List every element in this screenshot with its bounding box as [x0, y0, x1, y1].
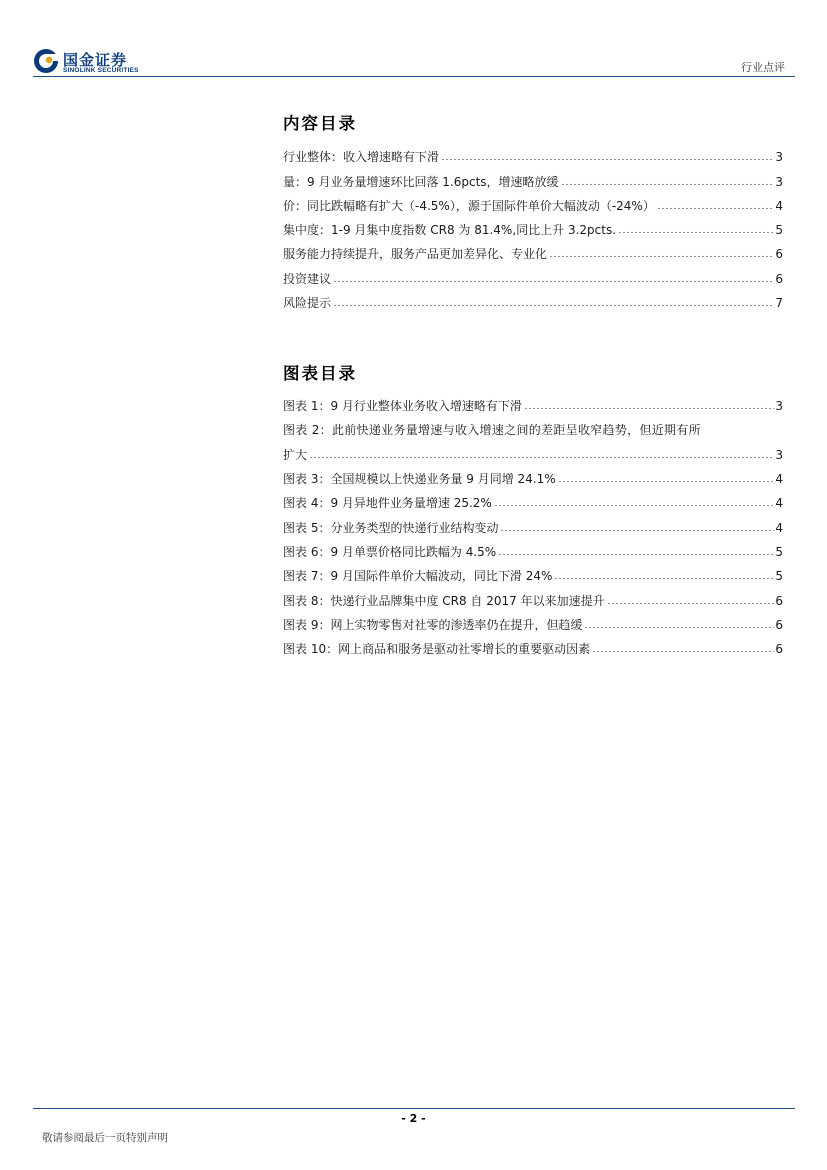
- dot-leader: [333, 304, 774, 307]
- toc-entry-text: 图表 8：快递行业品牌集中度 CR8 自 2017 年以来加速提升: [283, 593, 605, 608]
- toc-entry[interactable]: [283, 286, 783, 310]
- dot-leader: [333, 280, 774, 283]
- dot-leader: [500, 529, 774, 532]
- toc-page-number: 3: [775, 447, 783, 462]
- toc-page-number: 3: [775, 399, 783, 414]
- toc-page-number: 3: [775, 150, 783, 165]
- dot-leader: [607, 602, 775, 605]
- toc-entry[interactable]: [283, 237, 783, 261]
- contents-list: [283, 140, 783, 310]
- figures-list: [283, 389, 783, 656]
- toc-entry[interactable]: [283, 559, 783, 583]
- toc-page-number: 5: [775, 569, 783, 584]
- sinolink-logo-icon: [33, 48, 59, 74]
- toc-page-number: 6: [775, 617, 783, 632]
- toc-entry-text: 图表 7：9 月国际件单价大幅波动，同比下滑 24%: [283, 569, 553, 584]
- toc-entry-text: 图表 6：9 月单票价格同比跌幅为 4.5%: [283, 545, 497, 560]
- toc-entry[interactable]: [283, 535, 783, 559]
- logo-english-name: SINOLINK SECURITIES: [63, 67, 139, 74]
- logo-chinese-name: 国金证券: [63, 51, 128, 69]
- page-number: - 2 -: [401, 1112, 426, 1125]
- toc-page-number: 4: [775, 472, 783, 487]
- toc-page-number: 6: [775, 247, 783, 262]
- toc-entry-text: 图表 3：全国规模以上快递业务量 9 月同增 24.1%: [283, 472, 556, 487]
- dot-leader: [584, 626, 774, 629]
- toc-entry[interactable]: [283, 583, 783, 607]
- toc-entry-text: 服务能力持续提升，服务产品更加差异化、专业化: [283, 247, 548, 262]
- toc-page-number: 7: [775, 296, 783, 311]
- toc-page-number: 5: [775, 223, 783, 238]
- dot-leader: [309, 456, 774, 459]
- footer-disclaimer: 敬请参阅最后一页特别声明: [42, 1132, 168, 1144]
- figures-title: 图表目录: [283, 364, 357, 383]
- toc-entry-text: 风险提示: [283, 296, 332, 311]
- toc-page-number: 5: [775, 545, 783, 560]
- toc-entry[interactable]: [283, 213, 783, 237]
- dot-leader: [554, 577, 774, 580]
- dot-leader: [494, 504, 775, 507]
- toc-entry[interactable]: [283, 462, 783, 486]
- toc-entry-text-line1: 图表 2：此前快递业务量增速与收入增速之间的差距呈收窄趋势，但近期有所: [283, 422, 701, 437]
- toc-page-number: 4: [775, 496, 783, 511]
- toc-entry-text-line2: 扩大: [283, 447, 308, 462]
- footer-divider: [33, 1108, 795, 1109]
- toc-page-number: 6: [775, 593, 783, 608]
- toc-entry-text: 量：9 月业务量增速环比回落 1.6pcts，增速略放缓: [283, 174, 559, 189]
- toc-entry[interactable]: [283, 164, 783, 188]
- toc-entry-text: 图表 4：9 月异地件业务量增速 25.2%: [283, 496, 492, 511]
- dot-leader: [558, 480, 775, 483]
- report-type-label: 行业点评: [741, 61, 785, 74]
- dot-leader: [524, 407, 774, 410]
- page-header: [0, 0, 827, 80]
- toc-entry[interactable]: [283, 389, 783, 413]
- toc-entry-text: 图表 1：9 月行业整体业务收入增速略有下滑: [283, 399, 522, 414]
- toc-page-number: 4: [775, 198, 783, 213]
- toc-entry-text: 行业整体：收入增速略有下滑: [283, 150, 440, 165]
- company-logo: [33, 48, 153, 78]
- toc-entry[interactable]: [283, 510, 783, 534]
- dot-leader: [592, 650, 774, 653]
- toc-entry[interactable]: [283, 608, 783, 632]
- dot-leader: [561, 183, 775, 186]
- toc-entry[interactable]: [283, 140, 783, 164]
- toc-entry[interactable]: [283, 413, 783, 462]
- dot-leader: [498, 553, 774, 556]
- toc-entry-text: 图表 10：网上商品和服务是驱动社零增长的重要驱动因素: [283, 642, 591, 657]
- toc-entry[interactable]: [283, 486, 783, 510]
- toc-page-number: 6: [775, 271, 783, 286]
- contents-title: 内容目录: [283, 114, 357, 133]
- toc-page-number: 4: [775, 520, 783, 535]
- toc-entry[interactable]: [283, 189, 783, 213]
- toc-entry-text: 价：同比跌幅略有扩大（-4.5%），源于国际件单价大幅波动（-24%）: [283, 198, 655, 213]
- header-divider: [33, 76, 795, 77]
- toc-entry-text: 图表 5：分业务类型的快递行业结构变动: [283, 520, 499, 535]
- toc-entry-text: 集中度：1-9 月集中度指数 CR8 为 81.4%,同比上升 3.2pcts.: [283, 223, 617, 238]
- dot-leader: [657, 207, 775, 210]
- toc-page-number: 6: [775, 642, 783, 657]
- dot-leader: [441, 158, 774, 161]
- dot-leader: [549, 255, 774, 258]
- dot-leader: [618, 231, 774, 234]
- toc-page-number: 3: [775, 174, 783, 189]
- toc-entry-text: 图表 9：网上实物零售对社零的渗透率仍在提升，但趋缓: [283, 617, 583, 632]
- toc-entry[interactable]: [283, 632, 783, 656]
- toc-entry-text: 投资建议: [283, 271, 332, 286]
- toc-entry[interactable]: [283, 261, 783, 285]
